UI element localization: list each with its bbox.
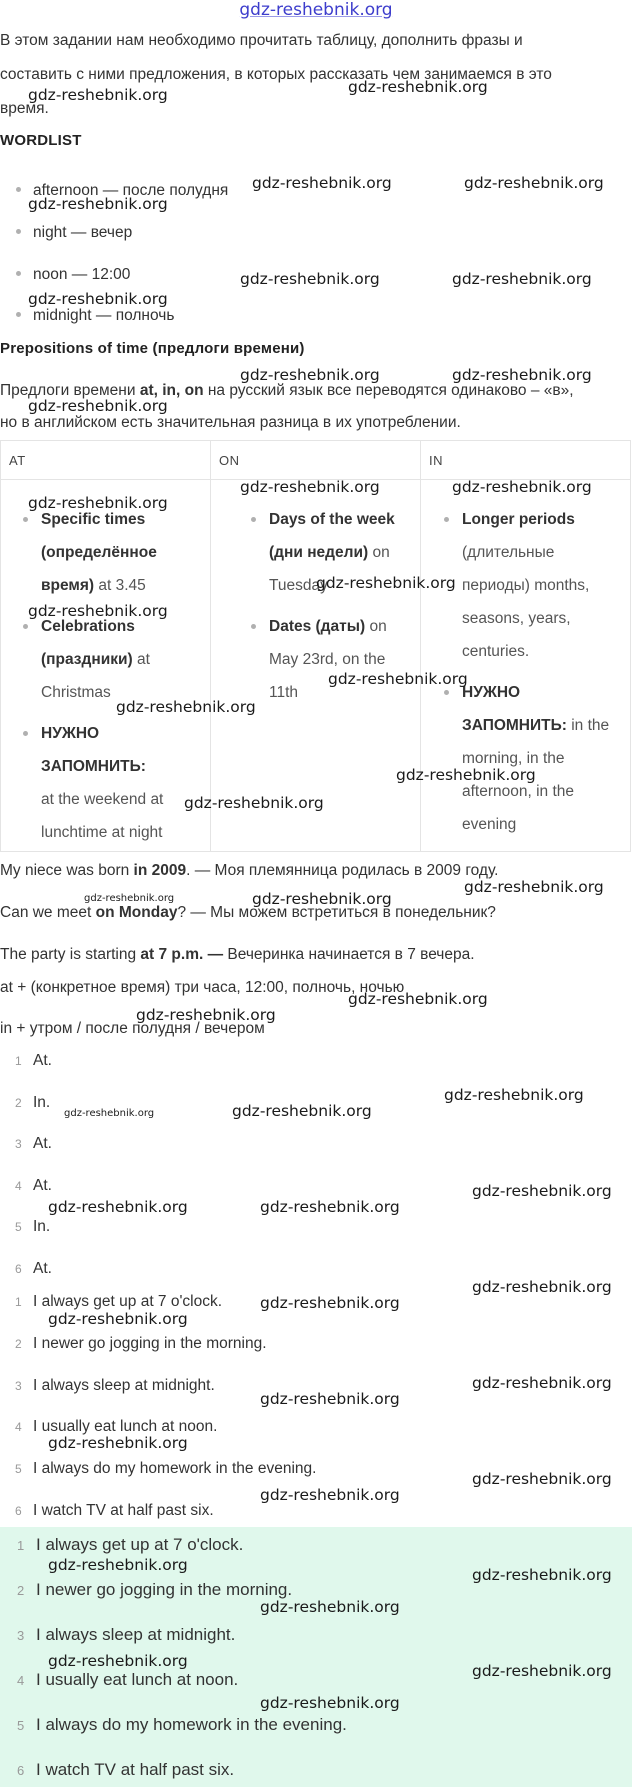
watermark: gdz-reshebnik.org bbox=[260, 1598, 400, 1616]
watermark: gdz-reshebnik.org bbox=[240, 478, 380, 496]
watermark: gdz-reshebnik.org bbox=[48, 1310, 188, 1328]
wordlist-item: afternoon — после полудня bbox=[16, 182, 228, 200]
watermark: gdz-reshebnik.org bbox=[260, 1294, 400, 1312]
watermark: gdz-reshebnik.org bbox=[472, 1374, 612, 1392]
watermark: gdz-reshebnik.org bbox=[48, 1556, 188, 1574]
prepositions-title: Prepositions of time (предлоги времени) bbox=[0, 340, 305, 357]
watermark: gdz-reshebnik.org bbox=[260, 1486, 400, 1504]
answer-row: 4 At. bbox=[15, 1177, 52, 1194]
wordlist-item: night — вечер bbox=[16, 224, 132, 242]
watermark: gdz-reshebnik.org bbox=[464, 174, 604, 192]
rule-1: at + (конкретное время) три часа, 12:00, полночь, ночью bbox=[0, 979, 405, 996]
prepositions-text-1: Предлоги времени at, in, on на русский язык все переводятся одинаково – «в», bbox=[0, 382, 574, 399]
table-header-in: IN bbox=[429, 453, 443, 468]
watermark: gdz-reshebnik.org bbox=[252, 890, 392, 908]
example-2: Can we meet on Monday? — Мы можем встретиться в понедельник? bbox=[0, 904, 496, 921]
list-item: Days of the week (дни недели) on Tuesday bbox=[251, 503, 413, 602]
watermark: gdz-reshebnik.org bbox=[240, 270, 380, 288]
table-header-row bbox=[1, 441, 630, 480]
intro-line-3: время. bbox=[0, 100, 49, 117]
watermark: gdz-reshebnik.org bbox=[452, 270, 592, 288]
watermark: gdz-reshebnik.org bbox=[472, 1182, 612, 1200]
sentence-row: 6 I watch TV at half past six. bbox=[15, 1502, 214, 1519]
bullet-icon bbox=[16, 271, 21, 276]
sentence-row: 2 I newer go jogging in the morning. bbox=[15, 1335, 267, 1352]
example-1: My niece was born in 2009. — Моя племянница родилась в 2009 году. bbox=[0, 862, 499, 879]
answer-row: 3 At. bbox=[15, 1135, 52, 1152]
table-header-at: AT bbox=[9, 453, 26, 468]
watermark: gdz-reshebnik.org bbox=[348, 990, 488, 1008]
bullet-icon bbox=[16, 229, 21, 234]
watermark: gdz-reshebnik.org bbox=[472, 1278, 612, 1296]
watermark: gdz-reshebnik.org bbox=[48, 1652, 188, 1670]
table-cell-at bbox=[23, 503, 201, 857]
watermark: gdz-reshebnik.org bbox=[252, 174, 392, 192]
watermark: gdz-reshebnik.org bbox=[240, 366, 380, 384]
list-item: НУЖНО ЗАПОМНИТЬ: at the weekend at lunchtime at night bbox=[23, 717, 201, 849]
watermark: gdz-reshebnik.org bbox=[64, 1108, 155, 1119]
table-header-on: ON bbox=[219, 453, 240, 468]
answer-row: 2 In. bbox=[15, 1094, 51, 1111]
sentence-row: 4 I usually eat lunch at noon. bbox=[15, 1418, 218, 1435]
column-divider bbox=[420, 441, 421, 851]
list-item: НУЖНО ЗАПОМНИТЬ: in the morning, in the afternoon, in the evening bbox=[444, 676, 626, 841]
table-cell-in bbox=[444, 503, 626, 849]
sentence-row: 5 I always do my homework in the evening. bbox=[15, 1460, 317, 1477]
watermark: gdz-reshebnik.org bbox=[232, 1102, 372, 1120]
watermark: gdz-reshebnik.org bbox=[316, 574, 456, 592]
watermark: gdz-reshebnik.org bbox=[260, 1694, 400, 1712]
watermark: gdz-reshebnik.org bbox=[328, 670, 468, 688]
final-answer-row: 1 I always get up at 7 o'clock. bbox=[17, 1535, 244, 1554]
watermark: gdz-reshebnik.org bbox=[84, 893, 175, 904]
answer-row: 5 In. bbox=[15, 1218, 51, 1235]
sentence-row: 1 I always get up at 7 o'clock. bbox=[15, 1293, 223, 1310]
wordlist-title: WORDLIST bbox=[0, 132, 82, 149]
answer-row: 1 At. bbox=[15, 1052, 52, 1069]
wordlist-item: midnight — полночь bbox=[16, 307, 174, 325]
watermark: gdz-reshebnik.org bbox=[184, 794, 324, 812]
watermark: gdz-reshebnik.org bbox=[28, 86, 168, 104]
final-answer-row: 2 I newer go jogging in the morning. bbox=[17, 1580, 293, 1599]
watermark: gdz-reshebnik.org bbox=[260, 1390, 400, 1408]
final-answer-row: 5 I always do my homework in the evening. bbox=[17, 1715, 347, 1734]
example-3: The party is starting at 7 p.m. — Вечеринка начинается в 7 вечера. bbox=[0, 946, 475, 963]
watermark: gdz-reshebnik.org bbox=[452, 478, 592, 496]
rule-2: in + утром / после полудня / вечером bbox=[0, 1020, 265, 1037]
watermark: gdz-reshebnik.org bbox=[472, 1470, 612, 1488]
watermark: gdz-reshebnik.org bbox=[136, 1006, 276, 1024]
list-item: Dates (даты) on May 23rd, on the 11th bbox=[251, 610, 413, 709]
list-item: Specific times (определённое время) at 3.45 bbox=[23, 503, 201, 602]
final-answer-row: 3 I always sleep at midnight. bbox=[17, 1625, 236, 1644]
watermark: gdz-reshebnik.org bbox=[472, 1566, 612, 1584]
watermark: gdz-reshebnik.org bbox=[28, 602, 168, 620]
watermark: gdz-reshebnik.org bbox=[48, 1198, 188, 1216]
watermark: gdz-reshebnik.org bbox=[260, 1198, 400, 1216]
watermark: gdz-reshebnik.org bbox=[464, 878, 604, 896]
watermark: gdz-reshebnik.org bbox=[396, 766, 536, 784]
answer-row: 6 At. bbox=[15, 1260, 52, 1277]
final-answer-row: 6 I watch TV at half past six. bbox=[17, 1760, 235, 1779]
watermark: gdz-reshebnik.org bbox=[116, 698, 256, 716]
watermark: gdz-reshebnik.org bbox=[452, 366, 592, 384]
final-answer-row: 4 I usually eat lunch at noon. bbox=[17, 1670, 239, 1689]
list-item: Longer periods (длительные периоды) months, seasons, years, centuries. bbox=[444, 503, 626, 668]
watermark: gdz-reshebnik.org bbox=[28, 397, 168, 415]
watermark: gdz-reshebnik.org bbox=[28, 494, 168, 512]
intro-line-1: В этом задании нам необходимо прочитать таблицу, дополнить фразы и bbox=[0, 32, 523, 49]
watermark: gdz-reshebnik.org bbox=[444, 1086, 584, 1104]
watermark: gdz-reshebnik.org bbox=[472, 1662, 612, 1680]
sentence-row: 3 I always sleep at midnight. bbox=[15, 1377, 215, 1394]
bullet-icon bbox=[16, 312, 21, 317]
wordlist-item: noon — 12:00 bbox=[16, 266, 130, 284]
site-title[interactable]: gdz-reshebnik.org bbox=[239, 0, 393, 20]
watermark: gdz-reshebnik.org bbox=[28, 290, 168, 308]
watermark: gdz-reshebnik.org bbox=[348, 78, 488, 96]
bullet-icon bbox=[16, 187, 21, 192]
column-divider bbox=[210, 441, 211, 851]
prepositions-text-2: но в английском есть значительная разница в их употреблении. bbox=[0, 414, 461, 431]
list-item: Celebrations (праздники) at Christmas bbox=[23, 610, 201, 709]
intro-line-2: составить с ними предложения, в которых рассказать чем занимаемся в это bbox=[0, 66, 552, 83]
watermark: gdz-reshebnik.org bbox=[48, 1434, 188, 1452]
watermark: gdz-reshebnik.org bbox=[28, 195, 168, 213]
